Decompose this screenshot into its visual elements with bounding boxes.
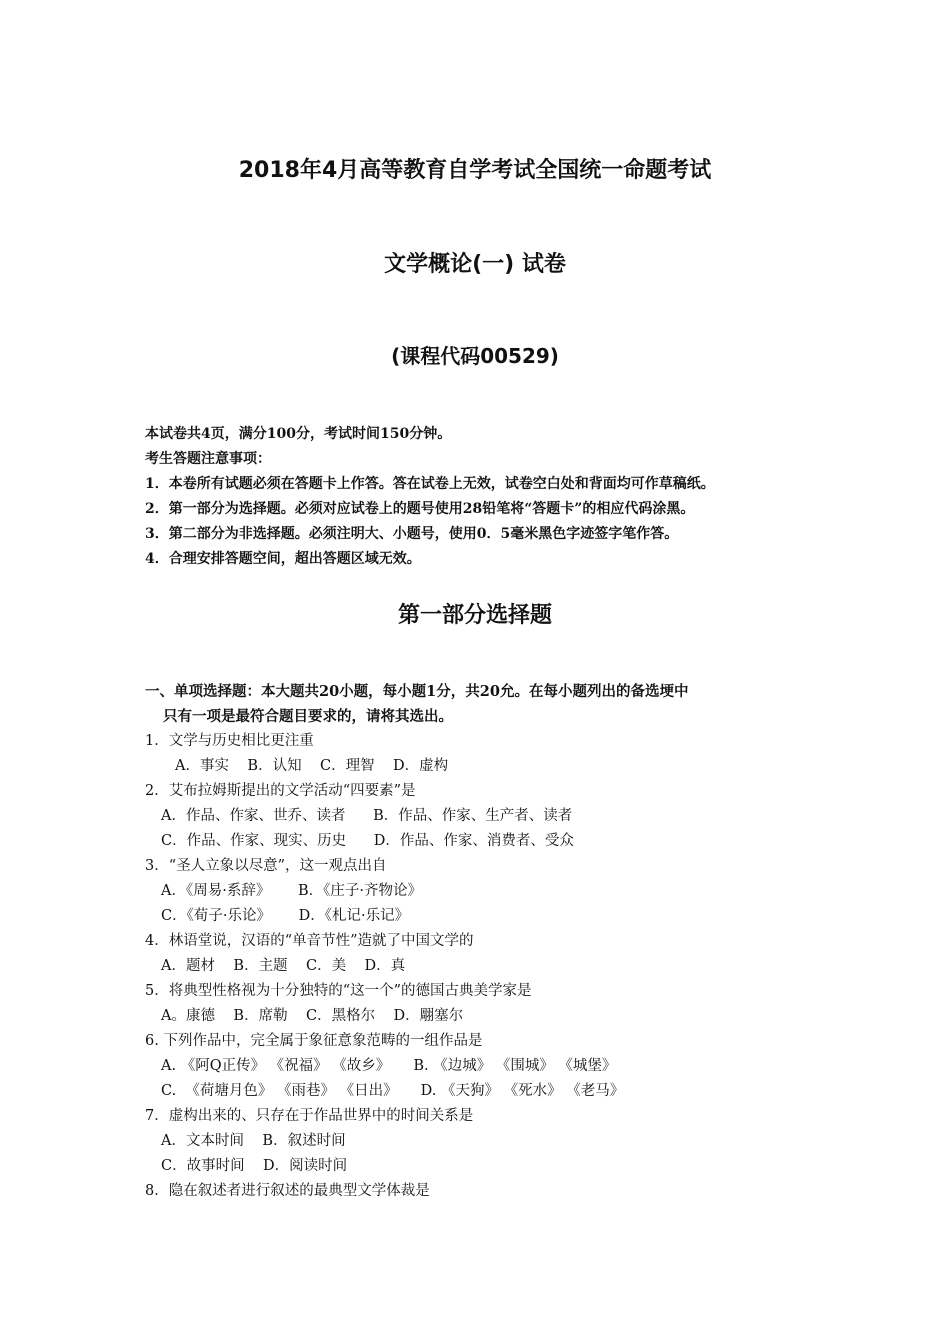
question-stem: 1．文学与历史相比更注重	[145, 733, 314, 749]
note-line: 2．第一部分为选择题。必须对应试卷上的题号使用28铅笔将“答题卡”的相应代码涂黑。	[145, 501, 695, 517]
question-section	[145, 679, 845, 1204]
question-options: C. 《荷塘月色》 《雨巷》 《日出》 D. 《天狗》 《死水》 《老马》	[161, 1083, 625, 1099]
course-code: (课程代码00529)	[391, 344, 559, 368]
question-options: C．《荀子·乐论》 D．《札记·乐记》	[161, 908, 410, 924]
question-options: A. 《阿Q正传》 《祝福》 《故乡》 B. 《边城》 《围城》 《城堡》	[161, 1058, 617, 1074]
question-stem: 7．虚构出来的、只存在于作品世界中的时间关系是	[145, 1108, 474, 1124]
question-options: A。康德 B．席勒 C．黑格尔 D．翢塞尔	[161, 1008, 464, 1024]
question-stem: 4．林语堂说，汉语的“单音节性”造就了中国文学的	[145, 933, 474, 949]
question-options: A．题材 B．主题 C．美 D．真	[161, 958, 406, 974]
question-options: A．作品、作家、世乔、读者 B．作品、作家、生产者、读者	[161, 808, 573, 824]
question-options: A．文本时间 B．叙述时间	[161, 1133, 346, 1149]
exam-notes	[145, 422, 845, 572]
exam-title: 2018年4月高等教育自学考试全国统一命题考试	[238, 158, 712, 183]
note-line: 本试卷共4页，满分100分，考试时间150分钟。	[145, 426, 452, 442]
question-stem: 8．隐在叙述者进行叙述的最典型文学体裁是	[145, 1183, 430, 1199]
section-heading-cont: 只有一项是最符合题目要求的，请将其选出。	[163, 708, 453, 725]
question-options: A．事实 B．认知 C．理智 D．虚构	[175, 758, 449, 774]
question-options: A．《周易·系辞》 B．《庄子·齐物论》	[161, 883, 422, 899]
question-stem: 6. 下列作品中，完全属于象征意象范畴的一组作品是	[145, 1033, 483, 1049]
question-stem: 5．将典型性格视为十分独特的“这一个”的德国古典美学家是	[145, 983, 532, 999]
section-heading: 一、单项选择题：本大题共20小题，每小题1分，共20允。在每小题列出的备选埂中	[145, 683, 689, 700]
note-line: 1．本卷所有试题必须在答题卡上作答。答在试卷上无效，试卷空白处和背面均可作草稿纸。	[145, 476, 715, 492]
paper-title: 文学概论(一) 试卷	[384, 252, 566, 277]
question-stem: 2．艾布拉姆斯提出的文学活动“四要素”是	[145, 783, 416, 799]
question-stem: 3．“圣人立象以尽意”，这一观点出自	[145, 858, 387, 874]
note-line: 考生答题注意事项：	[145, 451, 271, 467]
question-options: C．故事时间 D．阅读时间	[161, 1158, 348, 1174]
part-one-title: 第一部分选择题	[397, 603, 552, 628]
note-line: 3．第二部分为非选择题。必须注明大、小题号，使用0．5毫米黑色字迹签字笔作答。	[145, 526, 679, 542]
note-line: 4．合理安排答题空间，超出答题区域无效。	[145, 551, 421, 567]
question-options: C．作品、作家、现实、历史 D．作品、作家、消费者、受众	[161, 833, 574, 849]
